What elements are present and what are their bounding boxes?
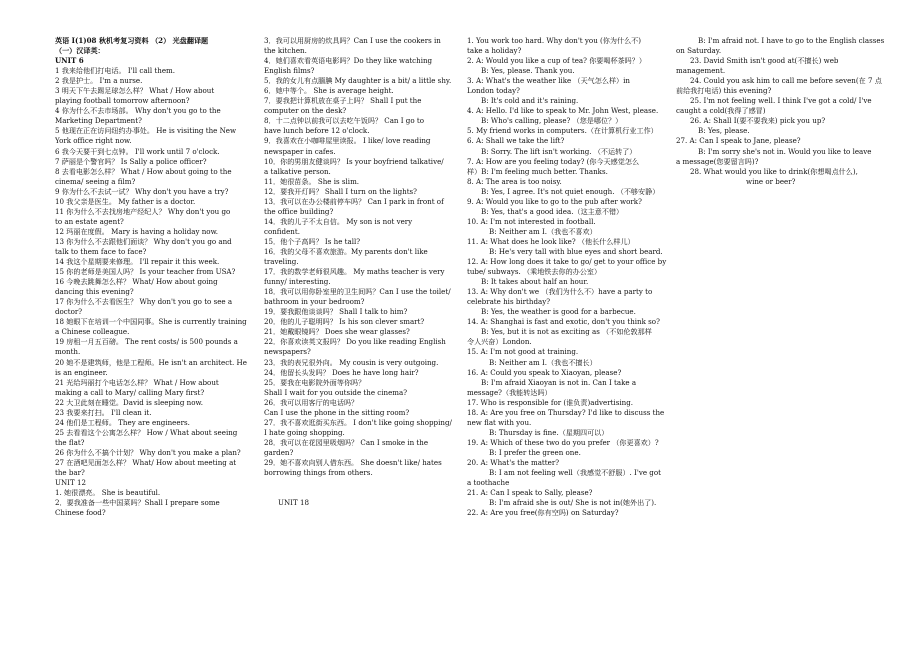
text-line: 22．你喜欢读英文报吗？ Do you like reading English xyxy=(264,337,446,347)
text-line: 9．我喜欢在小咖啡屋里读报。 I like/ love reading xyxy=(264,136,431,146)
text-line: 20．他的儿子聪明吗？ Is his son clever smart? xyxy=(264,317,425,327)
text-line: making a call to Mary/ calling Mary first? xyxy=(55,387,205,397)
text-line: 14 我这个星期要来修理。 I'll repair it this week. xyxy=(55,257,220,267)
text-line: month. xyxy=(55,347,81,357)
text-line: 24．他留长头发吗？ Does he have long hair? xyxy=(264,367,419,377)
text-line: B: Thursday is fine.（星期四可以） xyxy=(489,427,609,437)
text-line: 29．她不喜欢向别人借东西。 She doesn't like/ hates xyxy=(264,457,442,467)
text-line: B: I'm sorry she's not in. Would you like to leave xyxy=(698,146,872,156)
text-line: on Saturday. xyxy=(676,46,722,56)
text-line: 12 玛丽在度假。 Mary is having a holiday now. xyxy=(55,226,219,236)
text-line: is an engineer. xyxy=(55,367,108,377)
text-line: 20. A: What's the matter? xyxy=(467,457,560,467)
text-line: 4．她们喜欢看英语电影吗？Do they like watching xyxy=(264,56,433,66)
text-line: 16. A: Could you speak to Xiaoyan, please? xyxy=(467,367,622,377)
text-line: 22. A: Are you free(你有空吗) on Saturday? xyxy=(467,508,619,518)
text-line: bathroom in your bedroom? xyxy=(264,297,365,307)
text-line: 21．她戴眼镜吗？ Does she wear glasses? xyxy=(264,327,410,337)
text-line: 2. A: Would you like a cup of tea? 你要喝杯茶吗？） xyxy=(467,56,646,66)
text-line: B: Yes, please. Thank you. xyxy=(481,66,575,76)
text-line: 1 我来给他们打电话。 I'll call them. xyxy=(55,66,176,76)
text-line: Chinese food? xyxy=(55,508,106,518)
text-line: 9. A: Would you like to go to the pub after work? xyxy=(467,196,642,206)
text-line: 5．我的女儿有点腼腆 My daughter is a bit/ a little shy. xyxy=(264,76,452,86)
text-line: 15. A: I'm not good at training. xyxy=(467,347,579,357)
text-line: cinema/ seeing a film? xyxy=(55,176,136,186)
text-line: 2 我是护士。 I'm a nurse. xyxy=(55,76,143,86)
text-line: B: Neither am I.（我也不喜欢） xyxy=(489,226,597,236)
text-line: 4. A: Hello. I'd like to speak to Mr. John West, please. xyxy=(467,106,659,116)
text-line: 20 她不是建筑师，他是工程师。He isn't an architect. He xyxy=(55,357,247,367)
text-line: 28. What would you like to drink(你想喝点什么), xyxy=(690,166,858,176)
text-line: 4 你为什么不去市场部。 Why don't you go to the xyxy=(55,106,221,116)
text-line: 21 光给玛丽打个电话怎么样？ What / How about xyxy=(55,377,219,387)
text-line: 15．他个子高吗？ Is he tall? xyxy=(264,236,361,246)
text-line: 15 你的老师是美国人吗？ Is your teacher from USA? xyxy=(55,267,236,277)
text-line: 1. You work too hard. Why don't you (你为什么不) xyxy=(467,36,642,45)
text-line: 26. A: Shall I(要不要我来) pick you up? xyxy=(690,116,826,126)
text-line: 24 他们是工程师。 They are engineers. xyxy=(55,417,190,427)
text-line: the office building? xyxy=(264,206,334,216)
text-line: Shall I wait for you outside the cinema? xyxy=(264,387,408,397)
text-line: 3 明天下午去踢足球怎么样？ What / How about xyxy=(55,86,215,96)
text-line: celebrate his birthday? xyxy=(467,297,551,307)
text-line: 14．我的儿子不太自信。 My son is not very xyxy=(264,216,413,226)
text-line: B: Yes, please. xyxy=(698,126,750,136)
text-line: the kitchen. xyxy=(264,46,307,56)
text-line: B: I am not feeling well（我感觉不舒服）. I've got xyxy=(489,468,661,478)
text-line: 26 你为什么不搞个计划？ Why don't you make a plan? xyxy=(55,447,241,457)
text-line: 10. A: I'm not interested in football. xyxy=(467,216,596,226)
text-line: 26．我可以用客厅的电话吗？ xyxy=(264,397,359,407)
column-2 xyxy=(264,36,474,508)
text-line: 18 她眼下在培训一个中国同事。She is currently training xyxy=(55,317,247,327)
text-line: 17 你为什么不去看医生？ Why don't you go to see a xyxy=(55,297,233,307)
text-line: have lunch before 12 o'clock. xyxy=(264,126,370,136)
text-line: 11．她很苗条。 She is slim. xyxy=(264,176,360,186)
text-line: London today? xyxy=(467,86,520,96)
text-line: 1. 她很漂亮。 She is beautiful. xyxy=(55,488,161,498)
text-line: 23. David Smith isn't good at(不擅长) web xyxy=(690,56,839,66)
text-line: 14. A: Shanghai is fast and exotic, don't you think so? xyxy=(467,317,660,327)
text-line: 25 去看看这个公寓怎么样？ How / What about seeing xyxy=(55,427,238,437)
text-line: the bar? xyxy=(55,468,85,478)
text-line: to an estate agent? xyxy=(55,216,124,226)
text-line: B: He's very tall with blue eyes and short beard. xyxy=(489,246,663,256)
column-4 xyxy=(676,36,888,187)
text-line: 12．要我开灯吗？ Shall I turn on the lights? xyxy=(264,186,417,196)
text-line: a talkative person. xyxy=(264,166,331,176)
text-line: English films? xyxy=(264,66,315,76)
text-line: 10．你的男朋友健谈吗？ Is your boyfriend talkative/ xyxy=(264,156,444,166)
text-line: York office right now. xyxy=(55,136,132,146)
text-line: B: I'm afraid not. I have to go to the English classes xyxy=(698,36,885,45)
text-line: traveling. xyxy=(264,257,299,267)
text-line: garden? xyxy=(264,447,294,457)
text-line: B: Yes, the weather is good for a barbecue. xyxy=(481,307,636,317)
text-line: 8 去看电影怎么样？ What / How about going to the xyxy=(55,166,232,176)
text-line: 19．要我跟他谈谈吗？ Shall I talk to him? xyxy=(264,307,408,317)
text-line: B: Sorry. The lift isn't working. （不运转了） xyxy=(481,146,637,156)
text-line: 21. A: Can I speak to Sally, please? xyxy=(467,488,593,498)
text-line: Can I use the phone in the sitting room? xyxy=(264,407,410,417)
unit-heading: UNIT 18 xyxy=(278,498,310,508)
text-line: 17. Who is responsible for (谁负责)advertising. xyxy=(467,397,633,407)
text-line: B: Who's calling, please? （您是哪位？） xyxy=(481,116,623,126)
text-line: 28．我可以在花园里吸烟吗？ Can I smoke in the xyxy=(264,437,429,447)
text-line: 7. A: How are you feeling today? (你今天感觉怎么 xyxy=(467,156,640,166)
text-line: 3. A: What's the weather like （天气怎么样）in xyxy=(467,76,630,86)
text-line: 5. My friend works in computers.（在计算机行业工作） xyxy=(467,126,658,136)
text-line: 11. A: What does he look like? （他长什么样儿） xyxy=(467,236,635,246)
text-line: B: I prefer the green one. xyxy=(489,447,581,457)
text-line: 5 他现在正在访问纽约办事处。 He is visiting the New xyxy=(55,126,237,136)
text-line: computer on the desk? xyxy=(264,106,347,116)
text-line: 11 你为什么不去找房地产经纪人？ Why don't you go xyxy=(55,206,231,216)
text-line: a message(您要留言吗)? xyxy=(676,156,759,166)
text-line: 13．我可以在办公楼前停车吗？ Can I park in front of xyxy=(264,196,444,206)
text-line: Marketing Department? xyxy=(55,116,142,126)
text-line: wine or beer? xyxy=(746,176,796,186)
document-title: 英语 I(1)08 秋机考复习资料 （2） 光盘翻译题 xyxy=(55,36,209,45)
text-line: funny/ interesting. xyxy=(264,277,331,287)
text-line: management. xyxy=(676,66,726,76)
text-line: 19. A: Which of these two do you prefer （你更喜欢）? xyxy=(467,437,659,447)
text-line: 2．要我准备一些中国菜吗？Shall I prepare some xyxy=(55,498,220,508)
section-heading: （一）汉译英： xyxy=(55,46,105,56)
text-line: 9 你为什么不去试一试？ Why don't you have a try? xyxy=(55,186,229,196)
text-line: 24. Could you ask him to call me before seven(在 7 点 xyxy=(690,76,882,86)
text-line: 7 萨丽是个警官吗？ Is Sally a police officer? xyxy=(55,156,207,166)
column-3 xyxy=(467,36,677,518)
text-line: 27 在酒吧见面怎么样？ What/ How about meeting at xyxy=(55,457,237,467)
text-line: B: Yes, but it is not as exciting as （不如伦敦那样 xyxy=(481,327,652,337)
unit-heading: UNIT 6 xyxy=(55,56,84,66)
spacer xyxy=(264,478,474,488)
text-line: dancing this evening? xyxy=(55,287,134,297)
text-line: take a holiday? xyxy=(467,46,522,56)
text-line: 6. A: Shall we take the lift? xyxy=(467,136,565,146)
text-line: caught a cold(我得了感冒) xyxy=(676,106,766,116)
text-line: 22 大卫此刻在睡觉。David is sleeping now. xyxy=(55,397,203,407)
text-line: 7．要我把计算机放在桌子上吗？ Shall I put the xyxy=(264,96,422,106)
text-line: tube/ subways. （乘地铁去你的办公室） xyxy=(467,267,602,277)
text-line: newspaper in cafes. xyxy=(264,146,336,156)
text-line: 16 今晚去跳舞怎么样？ What/ How about going xyxy=(55,277,218,287)
text-line: 23 我要来打扫。 I'll clean it. xyxy=(55,407,152,417)
text-line: new flat with you. xyxy=(467,417,532,427)
text-line: a toothache xyxy=(467,478,510,488)
unit-heading: UNIT 12 xyxy=(55,478,87,488)
text-line: doctor? xyxy=(55,307,83,317)
text-line: 27. A: Can I speak to Jane, please? xyxy=(676,136,801,146)
text-line: B: Yes, that's a good idea.（这主意不错） xyxy=(481,206,624,216)
text-line: 23．我的表兄很外向。 My cousin is very outgoing. xyxy=(264,357,439,367)
text-line: B: I'm afraid Xiaoyan is not in. Can I take a xyxy=(481,377,637,387)
column-1 xyxy=(55,36,265,518)
text-line: 8．十二点钟以前我可以去吃午饭吗？ Can I go to xyxy=(264,116,424,126)
text-line: talk to them face to face? xyxy=(55,246,147,256)
text-line: B: It takes about half an hour. xyxy=(481,277,589,287)
text-line: 13. A: Why don't we （我们为什么不）have a party to xyxy=(467,287,653,297)
text-line: 12. A: How long does it take to go/ get to your office by xyxy=(467,257,667,267)
spacer xyxy=(264,488,474,498)
text-line: 25. I'm not feeling well. I think I've got a cold/ I've xyxy=(690,96,872,106)
text-line: 27．我不喜欢逛街买东西。 I don't like going shopping/ xyxy=(264,417,452,427)
text-line: I hate going shopping. xyxy=(264,427,345,437)
text-line: 8. A: The area is too noisy. xyxy=(467,176,562,186)
text-line: confident. xyxy=(264,226,300,236)
text-line: 17．我的数学老师很风趣。 My maths teacher is very xyxy=(264,267,445,277)
text-line: 25．要我在电影院外面等你吗？ xyxy=(264,377,366,387)
text-line: 18. A: Are you free on Thursday? I'd like to discuss the xyxy=(467,407,665,417)
text-line: 样）B: I'm feeling much better. Thanks. xyxy=(467,166,608,176)
text-line: 19 房租一月五百磅。 The rent costs/ is 500 pounds a xyxy=(55,337,238,347)
text-line: playing football tomorrow afternoon? xyxy=(55,96,190,106)
text-line: B: Neither am I.（我也不擅长） xyxy=(489,357,597,367)
text-line: the flat? xyxy=(55,437,85,447)
text-line: 6．她中等个。 She is average height. xyxy=(264,86,394,96)
text-line: 3．我可以用厨房的炊具吗？Can I use the cookers in xyxy=(264,36,441,45)
text-line: 10 我父亲是医生。 My father is a doctor. xyxy=(55,196,196,206)
text-line: B: Yes, I agree. It's not quiet enough. （不够安静） xyxy=(481,186,660,196)
text-line: newspapers? xyxy=(264,347,311,357)
text-line: borrowing things from others. xyxy=(264,468,373,478)
text-line: 6 我今天要干到七点钟。 I'll work until 7 o'clock. xyxy=(55,146,220,156)
text-line: 前给我打电话) this evening? xyxy=(676,86,772,96)
text-line: 令人兴奋）London. xyxy=(467,337,532,347)
text-line: 16．我的父母不喜欢旅游。My parents don't like xyxy=(264,246,428,256)
text-line: B: It's cold and it's raining. xyxy=(481,96,579,106)
text-line: 13 你为什么不去跟他们面谈？ Why don't you go and xyxy=(55,236,232,246)
text-line: a Chinese colleague. xyxy=(55,327,130,337)
text-line: message?（我能转达吗） xyxy=(467,387,552,397)
text-line: B: I'm afraid she is out/ She is not in(她外出了). xyxy=(489,498,657,508)
text-line: 18．我可以用你卧室里的卫生间吗？Can I use the toilet/ xyxy=(264,287,451,297)
